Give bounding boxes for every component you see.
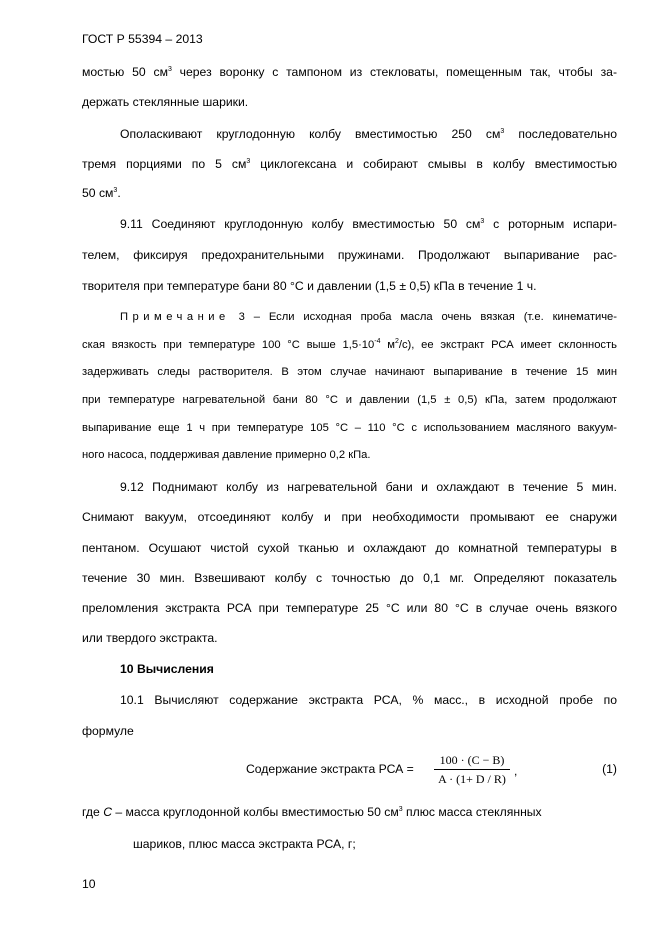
text-line: творителя при температуре бани 80 °С и давлении (1,5 ± 0,5) кПа в течение 1 ч. xyxy=(82,279,537,293)
text-line: течение 30 мин. Взвешивают колбу с точностью до 0,1 мг. Определяют показатель xyxy=(82,571,617,585)
note-line: при температуре нагревательной бани 80 °С и давлении (1,5 ± 0,5) кПа, затем продолжают xyxy=(82,394,617,406)
formula-1 xyxy=(246,752,617,792)
note-line: выпаривание еще 1 ч при температуре 105 °С – 110 °С с использованием масляного вакуум- xyxy=(82,422,617,434)
text-line: телем, фиксируя предохранительными пружинами. Продолжают выпаривание рас- xyxy=(82,248,617,262)
text-line: 10.1 Вычисляют содержание экстракта РСА, % масс., в исходной пробе по xyxy=(120,693,617,707)
formula-numerator: 100 · (C − B) xyxy=(439,753,505,767)
text-line: мостью 50 $см^3$ через воронку с тампоном из стекловаты, помещенным так, чтобы за- xyxy=(82,65,618,79)
formula-number: (1) xyxy=(602,762,617,776)
note-line: ская вязкость при температуре 100 °С выше $1,5\cdot 10^{-4}$ $м^2/с$), ее экстракт РСА имеет склонность xyxy=(82,338,617,351)
text-line: Снимают вакуум, отсоединяют колбу и при необходимости промывают ее снаружи xyxy=(82,510,617,524)
text-line: Ополаскивают круглодонную колбу вместимостью 250 $см^3$ последовательно xyxy=(120,127,617,141)
where-line: шариков, плюс масса экстракта РСА, г; xyxy=(133,837,356,851)
text-line: 9.11 Соединяют круглодонную колбу вместимостью 50 $см^3$ с роторным испари- xyxy=(120,217,617,231)
text-line: преломления экстракта РСА при температуре 25 °С или 80 °С в случае очень вязкого xyxy=(82,601,617,615)
note-line: задерживать следы растворителя. В этом случае начинают выпаривание в течение 15 мин xyxy=(82,366,617,378)
formula-fraction xyxy=(432,752,512,787)
text-line: 9.12 Поднимают колбу из нагревательной бани и охлаждают в течение 5 мин. xyxy=(120,480,617,494)
text-line: или твердого экстракта. xyxy=(82,631,218,645)
text-line: формуле xyxy=(82,724,134,738)
note-line: ного насоса, поддерживая давление примерно 0,2 кПа. xyxy=(82,449,371,461)
formula-denominator: A · (1+ D / R) xyxy=(438,772,506,786)
page-header: ГОСТ Р 55394 – 2013 xyxy=(82,32,203,46)
text-line: 50 $см^3$. xyxy=(82,186,121,200)
text-line: держать стеклянные шарики. xyxy=(82,95,249,109)
text-line: тремя порциями по 5 $см^3$ циклогексана и собирают смывы в колбу вместимостью xyxy=(82,157,617,171)
text-line: пентаном. Осушают чистой сухой тканью и охлаждают до комнатной температуры в xyxy=(82,541,617,555)
note-line: Примечание 3 – Если исходная проба масла очень вязкая (т.е. кинематиче- xyxy=(120,311,617,323)
formula-comma: , xyxy=(514,764,518,778)
page-number: 10 xyxy=(82,877,96,891)
where-line: где С – масса круглодонной колбы вместимостью 50 $см^3$ плюс масса стеклянных xyxy=(82,805,542,819)
section-heading: 10 Вычисления xyxy=(120,662,214,676)
formula-label: Содержание экстракта РСА = xyxy=(246,762,414,776)
